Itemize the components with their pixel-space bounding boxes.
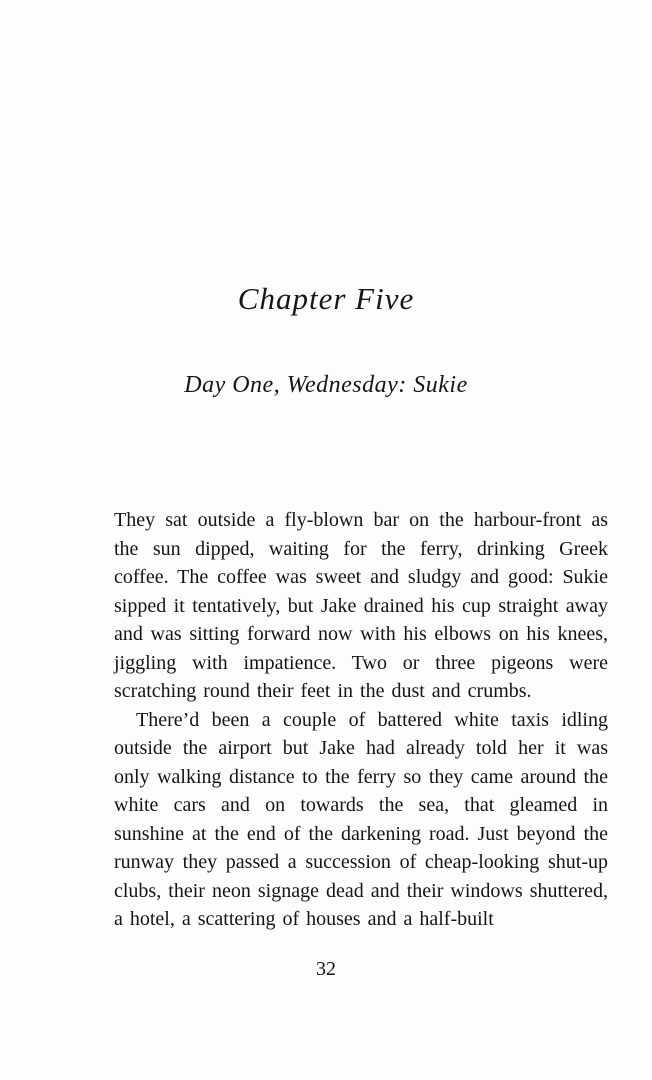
body-paragraph: There’d been a couple of battered white taxis idling outside the airport but Jake had already told her it was only walking distance to the ferry so they came around the white cars and on towards the sea, that gleamed in sunshine at the end of the darkening road. Just beyond the runway they passed a succession of cheap-looking shut-up clubs, their neon signage dead and their windows shuttered, a hotel, a scattering of houses and a half-built: [114, 708, 608, 930]
page-number: 32: [316, 958, 336, 980]
body-text-block: [114, 506, 608, 934]
chapter-subtitle: Day One, Wednesday: Sukie: [184, 372, 468, 398]
body-paragraph: They sat outside a fly-blown bar on the harbour-front as the sun dipped, waiting for the ferry, drinking Greek coffee. The coffee was sweet and sludgy and good: Sukie sipped it tentatively, but Jake drained his cup straight away and was sitting forward now with his elbows on his knees, jiggling with impatience. Two or three pigeons were scratching round their feet in the dust and crumbs.: [114, 509, 608, 702]
chapter-title: Chapter Five: [237, 281, 415, 316]
